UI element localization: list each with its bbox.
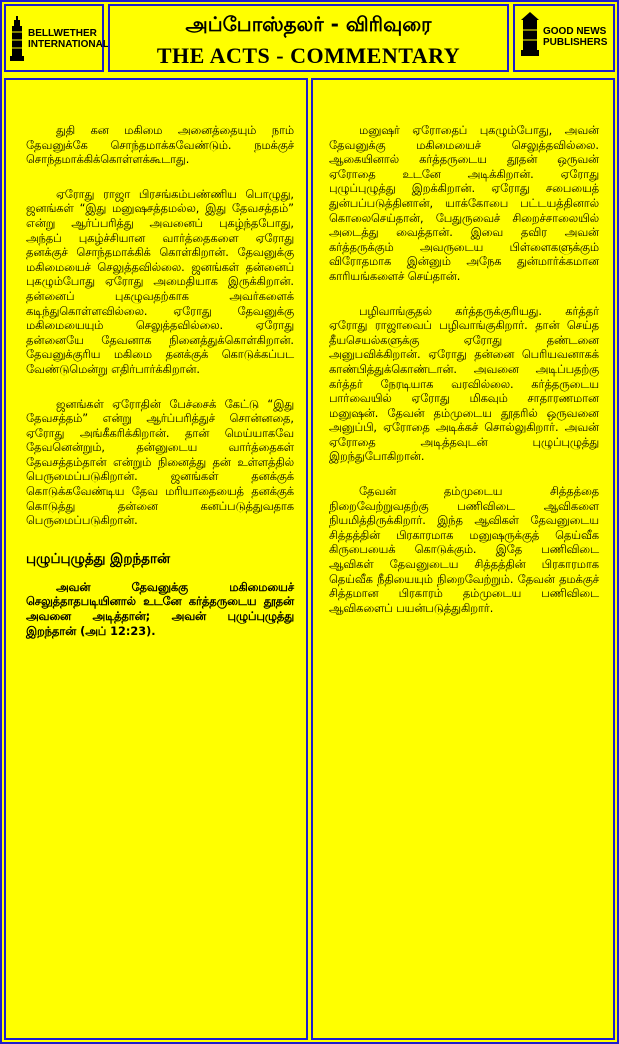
bellwether-logo	[4, 4, 109, 72]
title-tamil: அப்போஸ்தலர் - விரிவுரை	[185, 12, 432, 36]
right-paragraph-2: பழிவாங்குதல் கர்த்தருக்குரியது. கர்த்தர் ஏரோது ராஜாவைப் பழிவாங்குகிறார். தான் செய்த தீயசெயல்களுக்கு ஏரோது தண்டனை அனுபவிக்கிறான். ஏரோது தன்னை பெரியவனாகக் காண்பித்துக்கொண்டான். அவனை அடிப்பதற்கு கர்த்தர் நேரடியாக வரவில்லை. கர்த்தருடைய பார்வையில் ஏரோது மிகவும் சாதாரணமான மனுஷன். தேவன் தம்முடைய தூதரில் ஒருவனை அனுப்பி, ஏரோதை அடிக்கச் சொல்லுகிறார். அவன் ஏரோதை அடித்தவுடன் புழுப்புழுத்து இறந்துபோகிறான்.	[329, 304, 599, 464]
title-english: THE ACTS - COMMENTARY	[156, 43, 461, 68]
left-paragraph-3: ஜனங்கள் ஏரோதின் பேச்சைக் கேட்டு “இது தேவசத்தம்” என்று ஆர்ப்பரித்துச் சொன்னதை, ஏரோது அங்கீகரிக்கிறான். தான் மெய்யாகவே தேவனென்றும், தன்னுடைய வார்த்தைகள் தேவசத்தம்தான் என்றும் நினைத்து தன் உள்ளத்தில் பெருமைப்படுகிறான். ஜனங்கள் தனக்குக் கொடுக்கவேண்டிய தேவ மரியாதையைத் தனக்குக் கொடுத்து தன்னை கனப்படுத்துவதாக பெருமைப்படுகிறான்.	[26, 397, 294, 528]
left-paragraph-1: துதி கன மகிமை அனைத்தையும் நாம் தேவனுக்கே சொந்தமாக்கவேண்டும். நமக்குச் சொந்தமாக்கிக்கொள்ளக்கூடாது.	[26, 124, 294, 167]
header-title-box	[108, 4, 509, 72]
bellwether-logo-text: BELLWETHER INTERNATIONAL	[28, 28, 109, 50]
right-paragraph-3: தேவன் தம்முடைய சித்தத்தை நிறைவேற்றுவதற்கு பணிவிடை ஆவிகளை நியமித்திருக்கிறார். இந்த ஆவிகள் தேவனுடைய சித்தத்தின் பிரகாரமாக மனுஷருக்குத் தெய்வீக கிருபையைக் கொடுக்கும். இதே பணிவிடை ஆவிகள் தேவனுடைய சித்தத்தின் பிரகாரமாக தெய்வீக நீதியையும் நிறைவேற்றும். தேவன் தமக்குச் சித்தமான பிரகாரம் தம்முடைய பணிவிடை ஆவிகளைப் பயன்படுத்துகிறார்.	[329, 485, 599, 615]
left-column	[4, 78, 308, 1040]
scripture-verse: அவன் தேவனுக்கு மகிமையைச் செலுத்தாதபடியினால் உடனே கர்த்தருடைய தூதன் அவனை அடித்தான்; அவன் புழுப்புழுத்து இறந்தான் (அப் 12:23).	[26, 580, 294, 638]
good-news-logo-text: GOOD NEWS PUBLISHERS	[543, 26, 608, 48]
good-news-logo	[513, 4, 615, 72]
left-paragraph-2: ஏரோது ராஜா பிரசங்கம்பண்ணிய பொழுது, ஜனங்கள் “இது மனுஷசத்தமல்ல, இது தேவசத்தம்” என்று ஆர்ப்பரித்து அவனைப் புகழ்ந்தபோது, அந்தப் புகழ்ச்சியான வார்த்தைகளை ஏரோது தனக்குச் சொந்தமாக்கிக் கொள்கிறான். தேவனுக்கு மகிமையைச் செலுத்தவில்லை. ஜனங்கள் தன்னைப் புகழும்போது ஏரோது அமைதியாக இருக்கிறான். தன்னைப் புகழுவதற்காக அவர்களைக் கடிந்துகொள்ளவில்லை. ஏரோது தேவனுக்கு மகிமையையும் செலுத்தவில்லை. ஏரோது தன்னையே தேவனாக நினைத்துக்கொள்கிறான். தேவனுக்குரிய மகிமை தனக்குக் கொடுக்கப்பட வேண்டுமென்று எதிர்பார்க்கிறான்.	[26, 187, 294, 376]
section-heading: புழுப்புழுத்து இறந்தான்	[26, 550, 171, 567]
right-column	[311, 78, 615, 1040]
right-paragraph-1: மனுஷர் ஏரோதைப் புகழும்போது, அவன் தேவனுக்கு மகிமையைச் செலுத்தவில்லை. ஆகையினால் கர்த்தருடைய தூதன் ஒருவன் ஏரோதை உடனே அடிக்கிறான். ஏரோது புழுப்புழுத்து இறக்கிறான். ஏரோது சபையைத் துன்பப்படுத்தினான், யாக்கோபை பட்டயத்தினால் கொலைசெய்தான், பேதுருவைச் சிறைச்சாலையில் அடைத்து வைத்தான். இவை தவிர அவன் கர்த்தருக்கும் அவருடைய பிள்ளைகளுக்கும் விரோதமாக இன்னும் அநேக துன்மார்க்கமான காரியங்களைச் செய்தான்.	[329, 124, 599, 283]
